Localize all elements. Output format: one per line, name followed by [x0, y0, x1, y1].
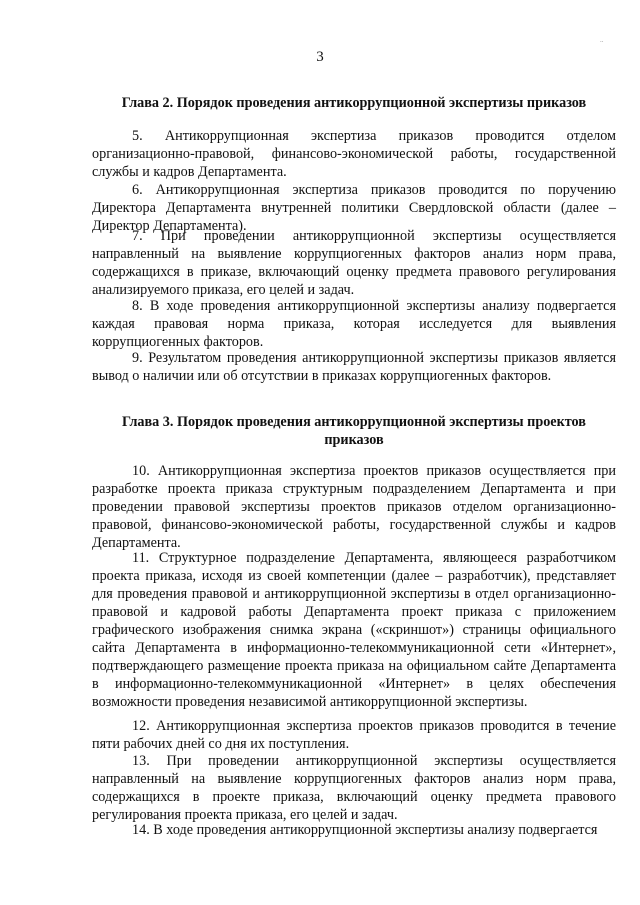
- paragraph-7: 7. При проведении антикоррупционной экспертизы осуществляется направленный на выявление коррупциогенных факторов анализ норм права, содержащихся в приказе, включающий оценку предмета правового регулирования анализируемого приказа, его целей и задач.: [92, 228, 616, 298]
- paragraph-9: 9. Результатом проведения антикоррупционной экспертизы приказов является вывод о наличии или об отсутствии в приказах коррупциогенных факторов.: [92, 350, 616, 384]
- paragraph-14: 14. В ходе проведения антикоррупционной экспертизы анализу подвергается: [132, 822, 598, 838]
- paragraph-11: 11. Структурное подразделение Департамента, являющееся разработчиком проекта приказа, исходя из своей компетенции (далее – разработчик), представляет для проведения правовой и антикоррупционной экспертизы в отдел организационно-правовой и кадровой работы Департамента проект приказа с приложением графического изображения снимка экрана («скриншот») страницы официального сайта Департамента в информационно-телекоммуникационной сети «Интернет», подтверждающего размещение проекта приказа на официальном сайте Департамента в информационно-телекоммуникационной «Интернет» в целях обеспечения возможности проведения независимой антикоррупционной экспертизы.: [92, 550, 616, 710]
- paragraph-6: 6. Антикоррупционная экспертиза приказов проводится по поручению Директора Департамента внутренней политики Свердловской области (далее – Директор Департамента).: [92, 182, 616, 234]
- chapter-2-heading: Глава 2. Порядок проведения антикоррупционной экспертизы приказов: [121, 95, 587, 111]
- paragraph-5: 5. Антикоррупционная экспертиза приказов проводится отделом организационно-правовой, финансово-экономической работы, государственной службы и кадров Департамента.: [92, 128, 616, 180]
- paragraph-10: 10. Антикоррупционная экспертиза проектов приказов осуществляется при разработке проекта приказа структурным подразделением Департамента и при проведении правовой экспертизы проектов приказов отделом организационно-правовой, финансово-экономической работы, государственной службы и кадров Департамента.: [92, 463, 616, 551]
- paragraph-8: 8. В ходе проведения антикоррупционной экспертизы анализу подвергается каждая правовая норма приказа, которая исследуется для выявления коррупциогенных факторов.: [92, 298, 616, 350]
- page-number: 3: [316, 49, 324, 65]
- chapter-3-heading: Глава 3. Порядок проведения антикоррупционной экспертизы проектов приказов: [122, 414, 586, 448]
- paragraph-13: 13. При проведении антикоррупционной экспертизы осуществляется направленный на выявление коррупциогенных факторов анализ норм права, содержащихся в проекте приказа, включающий оценку предмета правового регулирования проекта приказа, его целей и задач.: [92, 753, 616, 823]
- corner-mark: ..: [600, 36, 604, 44]
- paragraph-12: 12. Антикоррупционная экспертиза проектов приказов проводится в течение пяти рабочих дней со дня их поступления.: [92, 718, 616, 752]
